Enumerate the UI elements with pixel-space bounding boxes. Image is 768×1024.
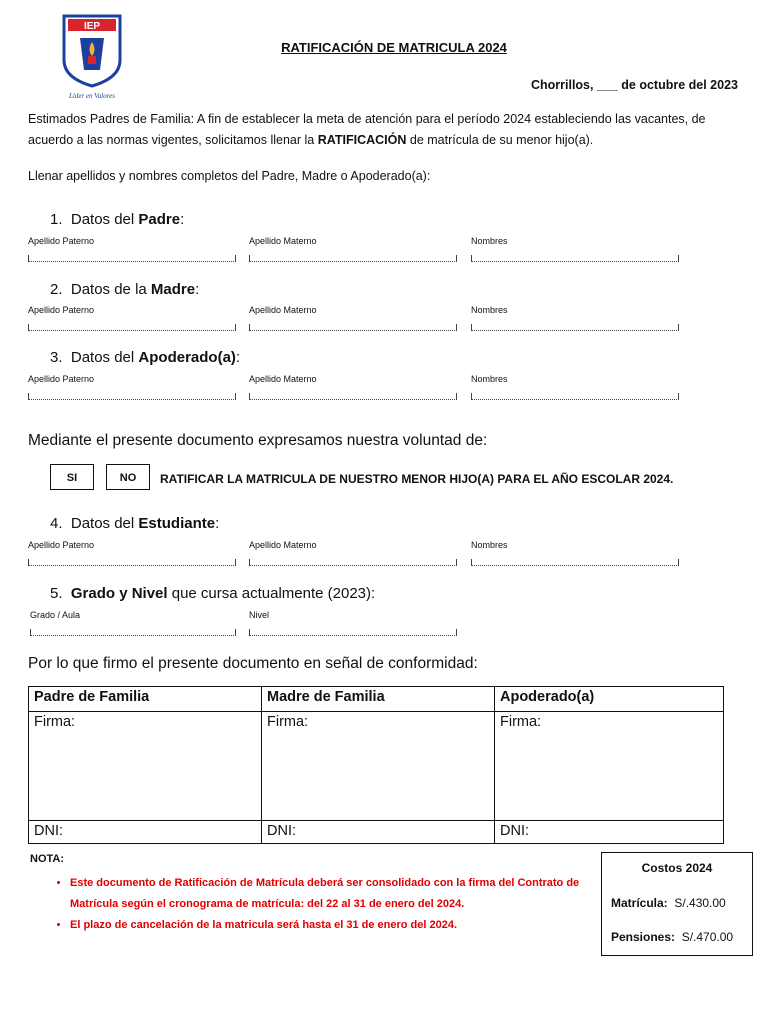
fill-line[interactable] (28, 324, 236, 331)
fill-line[interactable] (249, 629, 457, 636)
field-label: Nombres (471, 540, 508, 550)
section-bold: Madre (150, 281, 196, 298)
costs-box (601, 852, 753, 956)
section-number: 1. (50, 211, 63, 228)
field-label: Nivel (249, 610, 270, 620)
conformidad-text: Por lo que firmo el presente documento en señal de conformidad: (28, 655, 478, 672)
header-padre: Padre de Familia (29, 687, 262, 712)
costs-title: Costos 2024 (641, 861, 713, 875)
logo-motto-text: Líder en Valores (68, 92, 116, 100)
section-post: : (180, 211, 185, 228)
signature-table (28, 686, 724, 844)
header-madre: Madre de Familia (262, 687, 495, 712)
voluntad-text: Mediante el presente documento expresamos nuestra voluntad de: (28, 432, 488, 449)
padre-paterno-field[interactable] (28, 236, 236, 262)
dni-madre-cell[interactable]: DNI: (262, 821, 495, 844)
section-pre: Datos del (70, 211, 139, 228)
nota-list (50, 873, 605, 936)
section-post: : (235, 349, 241, 366)
fill-line[interactable] (249, 559, 457, 566)
table-row (29, 712, 724, 821)
dni-padre-cell[interactable]: DNI: (29, 821, 262, 844)
section-estudiante-heading (50, 515, 219, 532)
section-pre: Datos del (70, 515, 139, 532)
section-padre-heading (50, 211, 184, 228)
dni-apoderado-cell[interactable]: DNI: (495, 821, 724, 844)
intro-text-1: Estimados Padres de Familia: A fin de establecer la meta de atención para el período 2024 estableciendo las vacantes, de acuerdo a las normas vigentes, solicitamos llenar la (28, 112, 706, 147)
field-label: Apellido Materno (249, 236, 317, 246)
field-label: Apellido Materno (249, 540, 317, 550)
matricula-value: S/.430.00 (674, 896, 726, 910)
madre-paterno-field[interactable] (28, 305, 236, 331)
fill-line[interactable] (471, 255, 679, 262)
nota-label: NOTA: (30, 853, 65, 865)
intro-text-2: de matrícula de su menor hijo(a). (406, 133, 594, 147)
fill-line[interactable] (471, 393, 679, 400)
section-bold: Grado y Nivel (70, 585, 168, 602)
section-bold: Estudiante (138, 515, 216, 532)
pensiones-cost-row (611, 930, 752, 944)
section-number: 2. (50, 281, 63, 298)
intro-bold: RATIFICACIÓN (317, 133, 407, 147)
estudiante-paterno-field[interactable] (28, 540, 236, 566)
madre-materno-field[interactable] (249, 305, 457, 331)
field-label: Apellido Paterno (28, 236, 95, 246)
field-label: Apellido Paterno (28, 540, 95, 550)
field-label: Apellido Paterno (28, 374, 95, 384)
section-pre: Datos del (70, 349, 139, 366)
section-number: 5. (50, 585, 63, 602)
fill-line[interactable] (249, 324, 457, 331)
section-post: : (195, 281, 200, 298)
field-label: Apellido Paterno (28, 305, 95, 315)
section-number: 4. (50, 515, 63, 532)
section-bold: Padre (138, 211, 181, 228)
section-pre: Datos de la (70, 281, 151, 298)
pensiones-label: Pensiones: (611, 930, 676, 944)
fill-line[interactable] (471, 324, 679, 331)
estudiante-materno-field[interactable] (249, 540, 457, 566)
table-row (29, 821, 724, 844)
field-label: Grado / Aula (30, 610, 81, 620)
section-grado-heading (50, 585, 375, 602)
apoderado-paterno-field[interactable] (28, 374, 236, 400)
fill-line[interactable] (28, 255, 236, 262)
section-apoderado-heading (50, 349, 240, 366)
field-label: Apellido Materno (249, 305, 317, 315)
matricula-cost-row (611, 896, 752, 910)
no-checkbox[interactable]: NO (106, 464, 150, 490)
fill-line[interactable] (471, 559, 679, 566)
field-label: Nombres (471, 374, 508, 384)
firma-padre-cell[interactable]: Firma: (29, 712, 262, 821)
firma-apoderado-cell[interactable]: Firma: (495, 712, 724, 821)
padre-nombres-field[interactable] (471, 236, 679, 262)
section-bold: Apoderado(a) (138, 349, 236, 366)
section-madre-heading (50, 281, 199, 298)
matricula-label: Matrícula: (611, 896, 668, 910)
field-label: Nombres (471, 305, 508, 315)
apoderado-nombres-field[interactable] (471, 374, 679, 400)
si-checkbox[interactable]: SI (50, 464, 94, 490)
nota-item: • Este documento de Ratificación de Matrícula deberá ser consolidado con la firma del Contrato de Matrícula según el cronograma de matrícula: del 22 al 31 de enero del 2024. (70, 873, 605, 915)
fill-line[interactable] (249, 255, 457, 262)
madre-nombres-field[interactable] (471, 305, 679, 331)
ratify-statement: RATIFICAR LA MATRICULA DE NUESTRO MENOR HIJO(A) PARA EL AÑO ESCOLAR 2024. (160, 472, 674, 486)
section-post: : (215, 515, 220, 532)
place-date: Chorrillos, ___ de octubre del 2023 (530, 78, 738, 92)
school-logo (58, 12, 130, 102)
intro-paragraph (28, 109, 743, 151)
grado-aula-field[interactable] (30, 610, 236, 636)
table-header-row (29, 687, 724, 712)
nivel-field[interactable] (249, 610, 457, 636)
logo-iep-text: IEP (83, 21, 101, 32)
fill-line[interactable] (249, 393, 457, 400)
firma-madre-cell[interactable]: Firma: (262, 712, 495, 821)
apoderado-materno-field[interactable] (249, 374, 457, 400)
padre-materno-field[interactable] (249, 236, 457, 262)
header-apoderado: Apoderado(a) (495, 687, 724, 712)
nota-item: • El plazo de cancelación de la matricula será hasta el 31 de enero del 2024. (70, 915, 605, 936)
estudiante-nombres-field[interactable] (471, 540, 679, 566)
fill-line[interactable] (30, 629, 236, 636)
document-title: RATIFICACIÓN DE MATRICULA 2024 (281, 40, 507, 55)
section-post: que cursa actualmente (2023): (167, 585, 376, 602)
fill-line[interactable] (28, 559, 236, 566)
fill-instruction: Llenar apellidos y nombres completos del Padre, Madre o Apoderado(a): (28, 169, 431, 183)
section-number: 3. (50, 349, 63, 366)
field-label: Nombres (471, 236, 508, 246)
field-label: Apellido Materno (249, 374, 317, 384)
pensiones-value: S/.470.00 (681, 930, 734, 944)
fill-line[interactable] (28, 393, 236, 400)
